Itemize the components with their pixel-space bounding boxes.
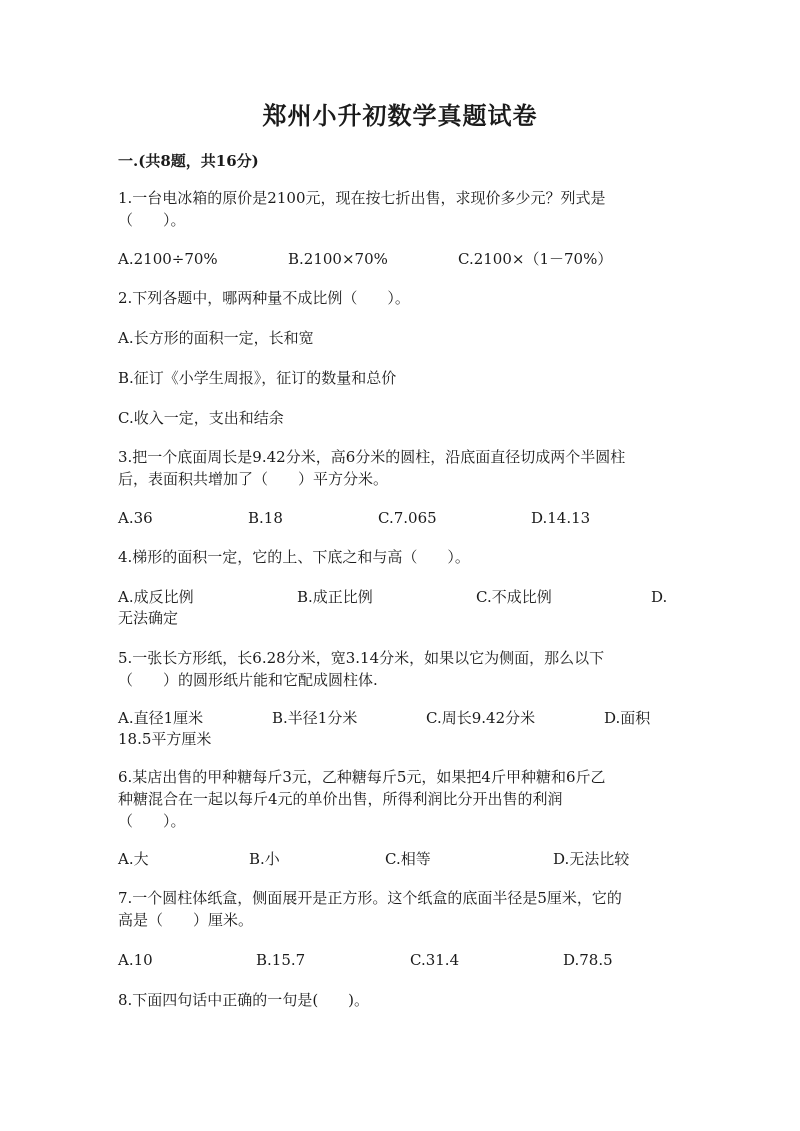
q5-option-c: C.周长9.42分米 bbox=[426, 709, 536, 727]
q7-text-line1: 7.一个圆柱体纸盒，侧面展开是正方形。这个纸盒的底面半径是5厘米，它的 bbox=[118, 889, 622, 907]
q5-option-d: D.面积 bbox=[604, 709, 651, 727]
q7-option-d: D.78.5 bbox=[563, 951, 613, 969]
q5-option-d-cont: 18.5平方厘米 bbox=[118, 730, 212, 748]
q6-option-b: B.小 bbox=[249, 850, 280, 868]
q4-option-c: C.不成比例 bbox=[476, 588, 552, 606]
q7-option-c: C.31.4 bbox=[410, 951, 460, 969]
q3-option-b: B.18 bbox=[248, 509, 283, 527]
q5-text-line1: 5.一张长方形纸，长6.28分米，宽3.14分米，如果以它为侧面，那么以下 bbox=[118, 649, 605, 667]
q2-option-c: C.收入一定，支出和结余 bbox=[118, 409, 284, 427]
q6-text-line2: 种糖混合在一起以每斤4元的单价出售，所得利润比分开出售的利润 bbox=[118, 790, 563, 808]
q1-text-line2: （ ）。 bbox=[118, 211, 186, 229]
q3-option-d: D.14.13 bbox=[531, 509, 591, 527]
q7-option-b: B.15.7 bbox=[256, 951, 306, 969]
q8-text-line1: 8.下面四句话中正确的一句是( )。 bbox=[118, 991, 370, 1009]
q7-text-line2: 高是（ ）厘米。 bbox=[118, 911, 254, 929]
q4-option-a: A.成反比例 bbox=[118, 588, 194, 606]
q2-option-b: B.征订《小学生周报》，征订的数量和总价 bbox=[118, 369, 397, 387]
exam-title: 郑州小升初数学真题试卷 bbox=[262, 101, 538, 130]
q1-option-b: B.2100×70% bbox=[288, 250, 388, 268]
q5-text-line2: （ ）的圆形纸片能和它配成圆柱体. bbox=[118, 671, 378, 689]
q1-text-line1: 1.一台电冰箱的原价是2100元，现在按七折出售，求现价多少元？列式是 bbox=[118, 189, 606, 207]
q3-text-line1: 3.把一个底面周长是9.42分米，高6分米的圆柱，沿底面直径切成两个半圆柱 bbox=[118, 448, 626, 466]
section-heading: 一.(共8题，共16分) bbox=[118, 152, 259, 170]
q6-option-c: C.相等 bbox=[385, 850, 431, 868]
q6-text-line1: 6.某店出售的甲种糖每斤3元，乙种糖每斤5元，如果把4斤甲种糖和6斤乙 bbox=[118, 768, 606, 786]
q6-option-d: D.无法比较 bbox=[553, 850, 630, 868]
q3-option-c: C.7.065 bbox=[378, 509, 437, 527]
q3-text-line2: 后，表面积共增加了（ ）平方分米。 bbox=[118, 470, 389, 488]
q3-option-a: A.36 bbox=[118, 509, 153, 527]
q4-option-d: D. bbox=[651, 588, 668, 606]
q5-option-b: B.半径1分米 bbox=[272, 709, 358, 727]
q6-option-a: A.大 bbox=[118, 850, 149, 868]
q6-text-line3: （ ）。 bbox=[118, 812, 186, 830]
q4-text-line1: 4.梯形的面积一定，它的上、下底之和与高（ ）。 bbox=[118, 548, 470, 566]
q4-option-b: B.成正比例 bbox=[297, 588, 373, 606]
q7-option-a: A.10 bbox=[118, 951, 153, 969]
q2-text-line1: 2.下列各题中，哪两种量不成比例（ ）。 bbox=[118, 289, 410, 307]
q2-option-a: A.长方形的面积一定，长和宽 bbox=[118, 329, 314, 347]
q5-option-a: A.直径1厘米 bbox=[118, 709, 204, 727]
q4-option-d-cont: 无法确定 bbox=[118, 609, 179, 627]
q1-option-c: C.2100×（1－70%） bbox=[458, 250, 613, 268]
q1-option-a: A.2100÷70% bbox=[118, 250, 218, 268]
